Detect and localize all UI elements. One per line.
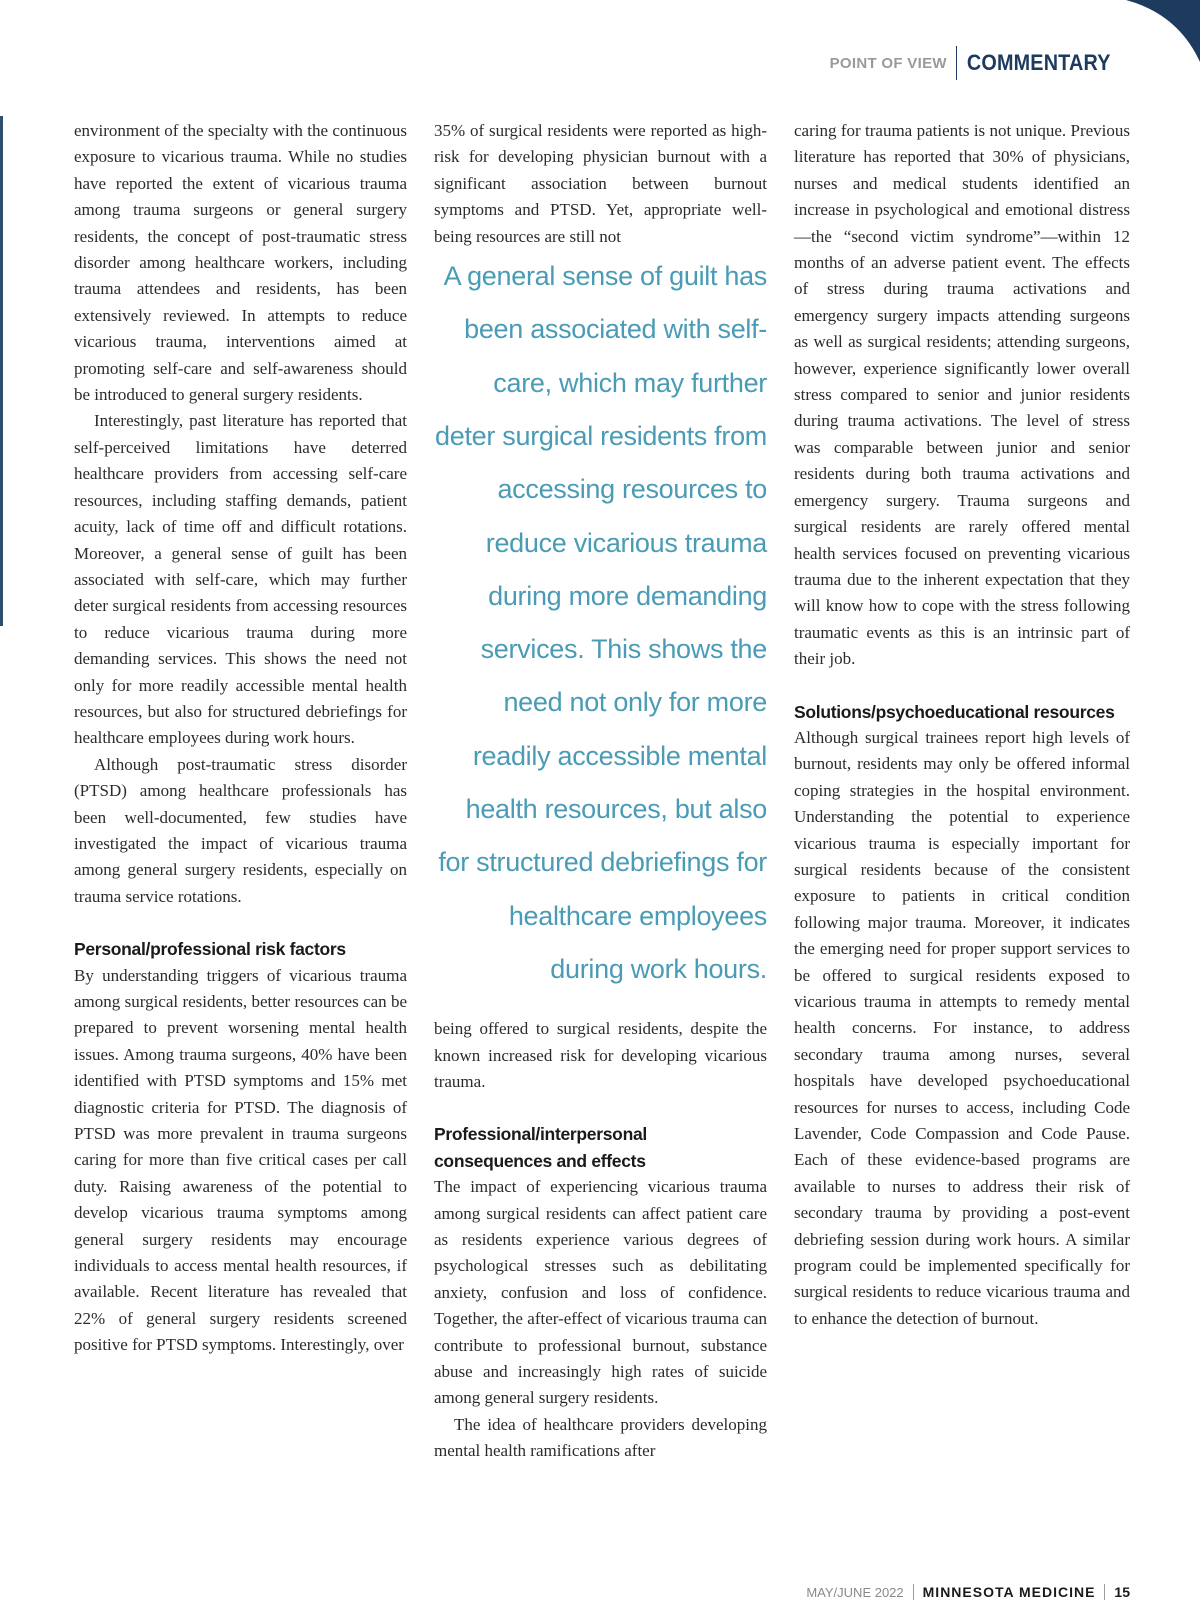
paragraph: Although post-traumatic stress disorder (PTSD) among healthcare professionals has been well-documented, few studies have investigated the impact of vicarious trauma among general surgery residents, especially on trauma service rotations.	[74, 754, 407, 906]
paragraph: environment of the specialty with the continuous exposure to vicarious trauma. While no studies have reported the extent of vicarious trauma among trauma surgeons or general surgery residents, the concept of post-traumatic stress disorder among healthcare workers, including trauma attendees and residents, has been extensively reviewed. In attempts to reduce vicarious trauma, interventions aimed at promoting self-care and self-awareness should be introduced to general surgery residents.	[74, 121, 407, 405]
pull-quote: A general sense of guilt has been associated with self-care, which may further deter surgical residents from accessing resources to reduce vicarious trauma during more demanding services. This shows the need not only for more readily accessible mental health resources, but also for structured debriefings for healthcare employees during work hours.	[435, 261, 767, 984]
section-label: POINT OF VIEW	[829, 54, 947, 72]
paragraph: The impact of experiencing vicarious trauma among surgical residents can affect patient care as residents experience various degrees of psychological stresses such as debilitating anxiety, confusion and loss of confidence. Together, the after-effect of vicarious trauma can contribute to professional burnout, substance abuse and increasingly high rates of suicide among general surgery residents.	[434, 1177, 767, 1408]
section-heading: Solutions/psychoeducational resources	[794, 701, 1115, 722]
section-heading: Personal/professional risk factors	[74, 939, 346, 960]
section-heading: Professional/interpersonal consequences and effects	[434, 1124, 647, 1171]
paragraph: Interestingly, past literature has reported that self-perceived limitations have deterred healthcare providers from accessing self-care resources, including staffing demands, patient acuity, lack of time off and difficult rotations. Moreover, a general sense of guilt has been associated with self-care, which may further deter surgical residents from accessing resources to reduce vicarious trauma during more demanding services. This shows the need not only for more readily accessible mental health resources, but also for structured debriefings for healthcare employees during work hours.	[74, 411, 407, 748]
paragraph: By understanding triggers of vicarious trauma among surgical residents, better resources can be prepared to prevent worsening mental health issues. Among trauma surgeons, 40% have been identified with PTSD symptoms and 15% met diagnostic criteria for PTSD. The diagnosis of PTSD was more prevalent in trauma surgeons caring for more than five critical cases per call duty. Raising awareness of the potential to develop vicarious trauma symptoms among general surgery residents may encourage individuals to access mental health resources, if available. Recent literature has revealed that 22% of general surgery residents screened positive for PTSD symptoms. Interestingly, over	[74, 965, 407, 1355]
paragraph: 35% of surgical residents were reported as high-risk for developing physician burnout with a significant association between burnout symptoms and PTSD. Yet, appropriate well-being resources are still not	[434, 121, 767, 246]
page-header	[830, 46, 1128, 80]
publication-name: MINNESOTA MEDICINE	[922, 1584, 1096, 1600]
left-edge-bar	[0, 116, 3, 626]
paragraph: caring for trauma patients is not unique. Previous literature has reported that 30% of physicians, nurses and medical students identified an increase in psychological and emotional distress—the “second victim syndrome”—within 12 months of an adverse patient event. The effects of stress during trauma activations and emergency surgery impacts attending surgeons as well as surgical residents; attending surgeons, however, experience significantly lower overall stress compared to senior and junior residents during trauma activations. The level of stress was comparable between junior and senior residents during both trauma activations and emergency surgery. Trauma surgeons and surgical residents are rarely offered mental health services focused on preventing vicarious trauma due to the inherent expectation that they will know how to cope with the stress following traumatic events as this is an intrinsic part of their job.	[794, 121, 1130, 669]
column-3	[794, 118, 1130, 1332]
column-2	[434, 118, 767, 1465]
paragraph: Although surgical trainees report high levels of burnout, residents may only be offered informal coping strategies in the hospital environment. Understanding the potential to experience vicarious trauma is especially important for surgical residents because of the consistent exposure to patients in critical condition following major trauma. Moreover, it indicates the emerging need for proper support services to be offered to surgical residents exposed to vicarious trauma in attempts to remedy mental health concerns. For instance, to address secondary trauma among nurses, several hospitals have developed psychoeducational resources for nurses to access, including Code Lavender, Code Compassion and Code Pause. Each of these evidence-based programs are available to nurses to address their risk of secondary trauma by providing a post-event debriefing session during work hours. A similar program could be implemented specifically for surgical residents to reduce vicarious trauma and to enhance the detection of burnout.	[794, 727, 1130, 1328]
paragraph: being offered to surgical residents, despite the known increased risk for developing vicarious trauma.	[434, 1019, 767, 1091]
paragraph: The idea of healthcare providers developing mental health ramifications after	[434, 1414, 767, 1461]
category-label: COMMENTARY	[967, 50, 1111, 75]
page-number: 15	[1114, 1584, 1130, 1600]
page-footer	[806, 1582, 1130, 1602]
column-1	[74, 118, 407, 1359]
issue-date: MAY/JUNE 2022	[806, 1584, 904, 1600]
